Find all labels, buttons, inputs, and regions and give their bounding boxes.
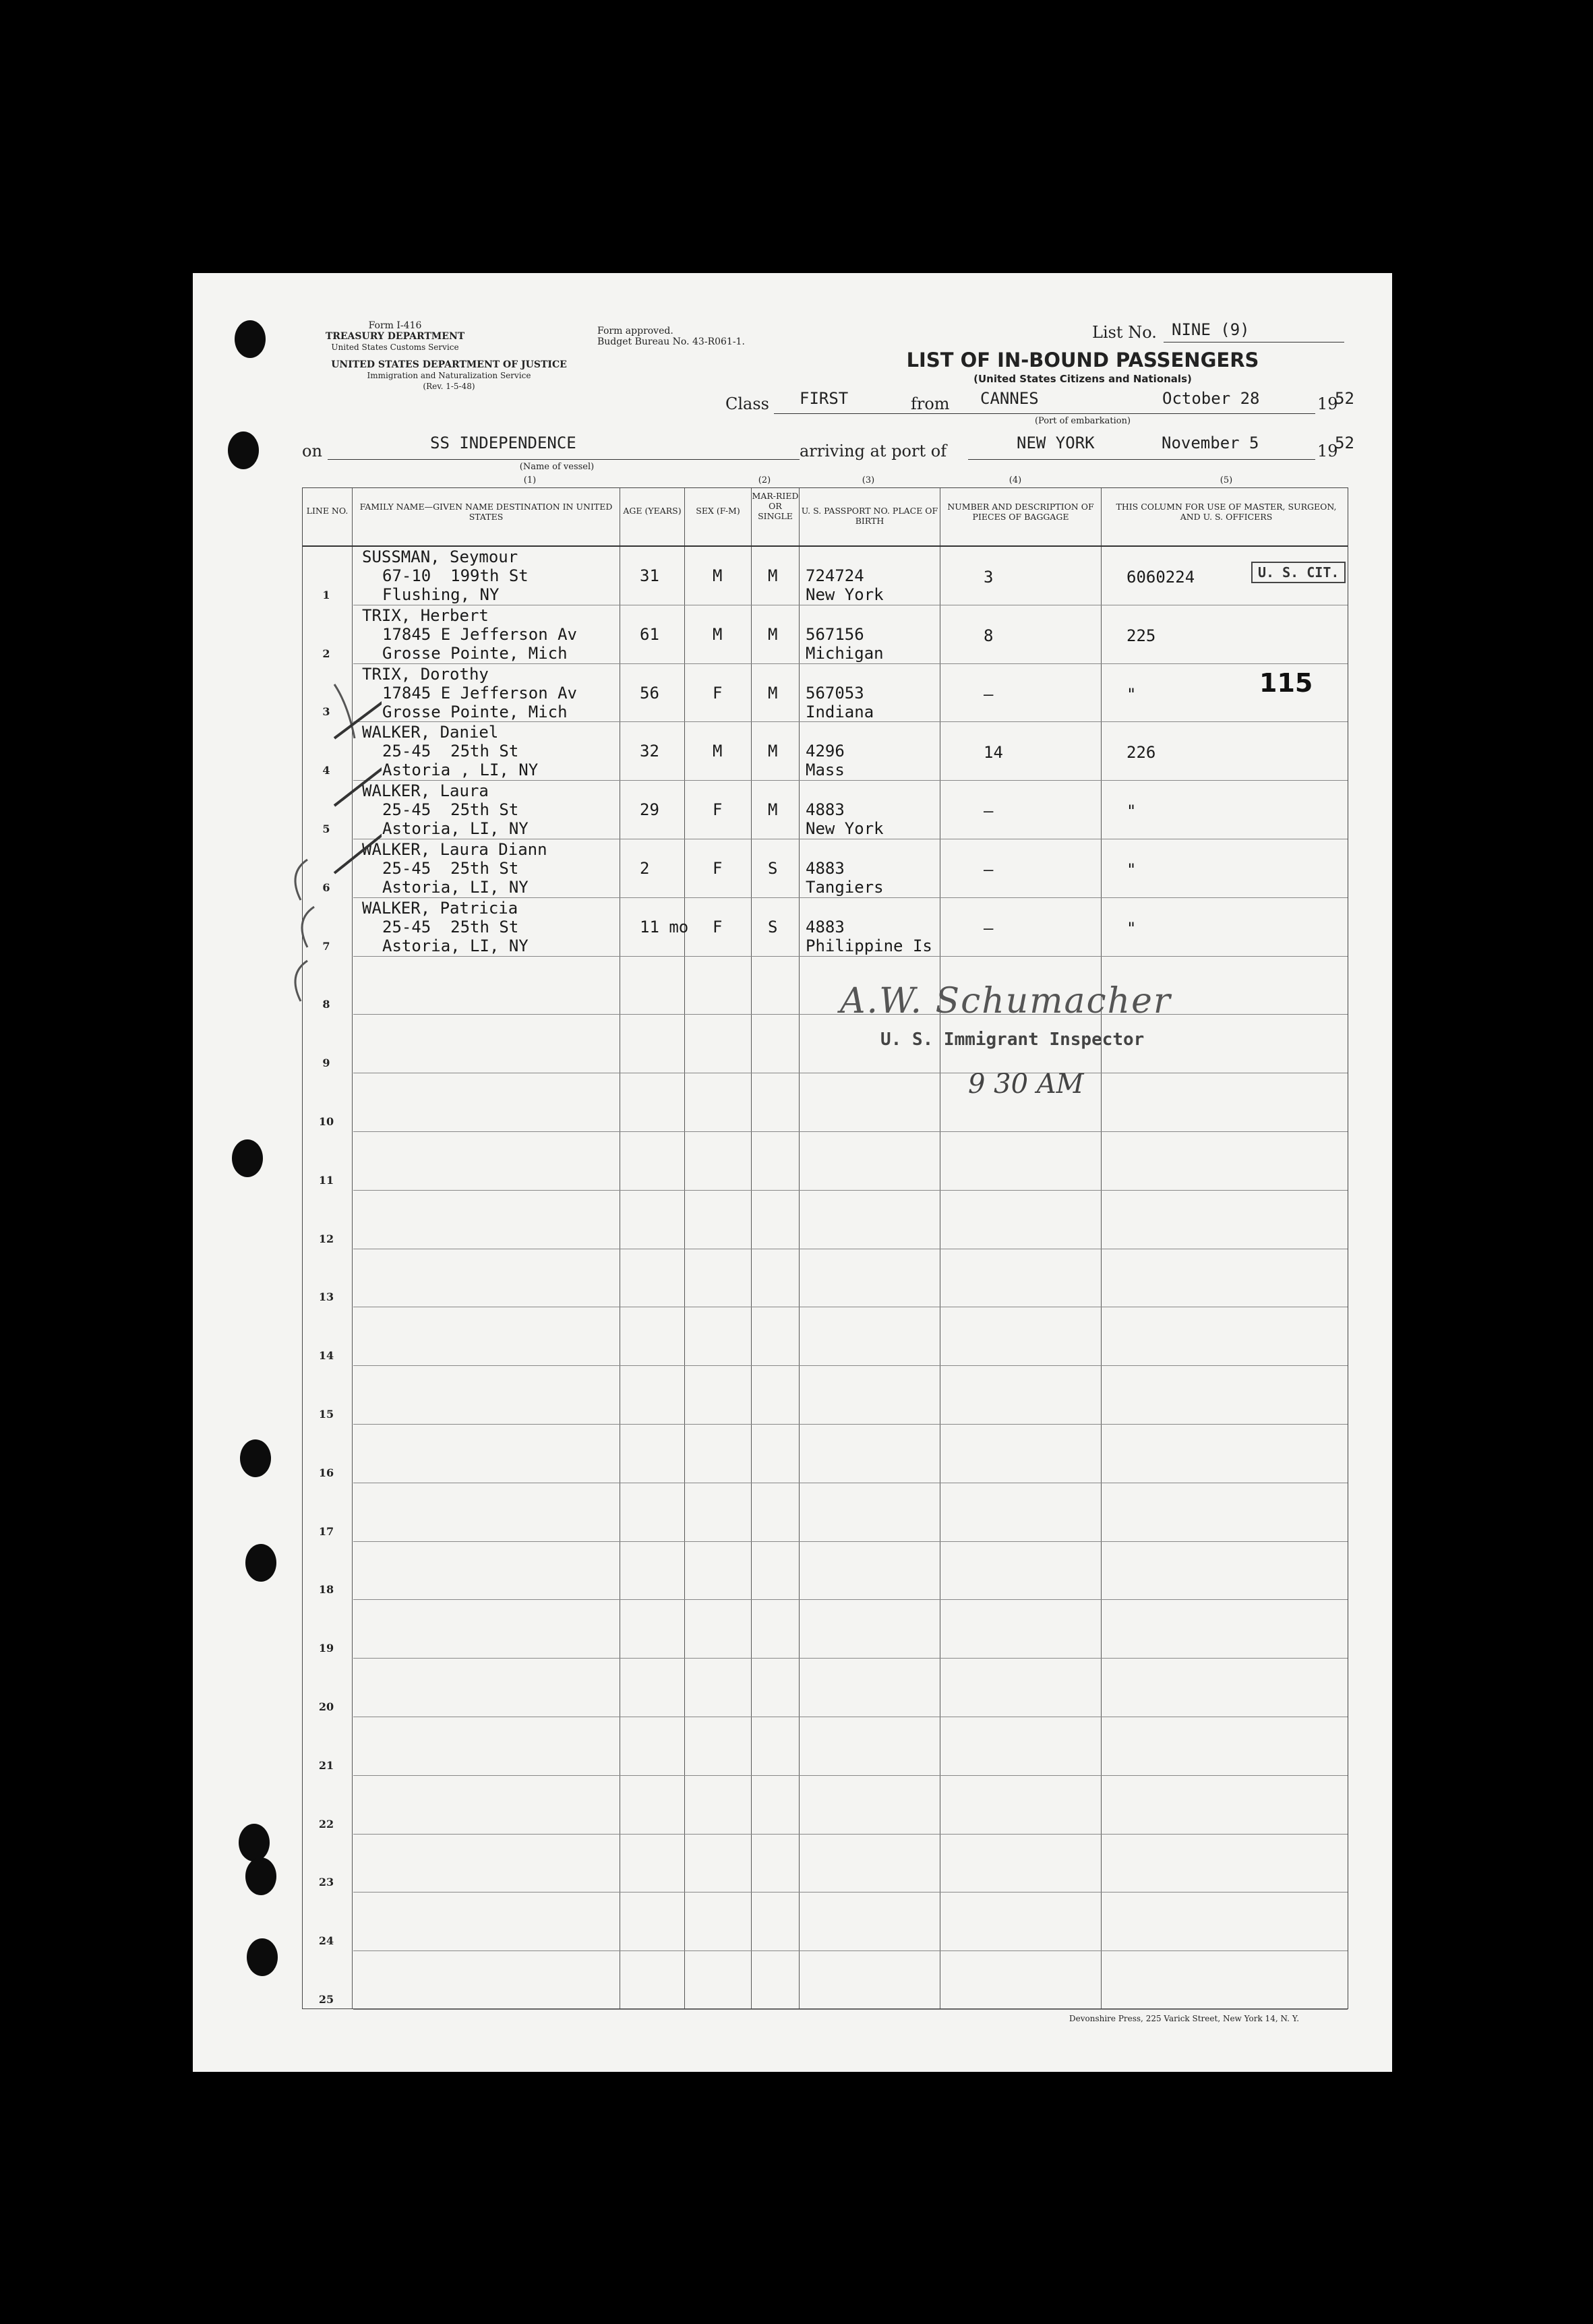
col-number: (1) xyxy=(523,475,537,485)
baggage-count: – xyxy=(984,684,994,704)
col-number: (5) xyxy=(1220,475,1233,485)
line-number: 15 xyxy=(318,1408,334,1421)
passenger-age: 29 xyxy=(640,800,659,820)
row-divider xyxy=(353,721,1348,722)
row-divider xyxy=(353,1424,1348,1425)
passenger-name: WALKER, Daniel xyxy=(362,723,499,742)
officer-note: 225 xyxy=(1126,626,1156,645)
marital-status: M xyxy=(768,800,778,820)
address-street: 17845 E Jefferson Av xyxy=(382,683,577,703)
date-underline xyxy=(1157,413,1315,414)
line-number: 5 xyxy=(322,823,330,835)
passenger-name: SUSSMAN, Seymour xyxy=(362,547,518,566)
manifest-page xyxy=(193,273,1392,2072)
col-header-married: MAR-RIED OR SINGLE xyxy=(752,491,799,521)
row-divider xyxy=(353,1892,1348,1893)
arrival-port: NEW YORK xyxy=(1017,434,1095,452)
passenger-name: WALKER, Laura xyxy=(362,781,489,801)
treasury-dept: TREASURY DEPARTMENT xyxy=(325,331,465,342)
baggage-count: 8 xyxy=(984,626,994,645)
line-number: 19 xyxy=(318,1642,334,1655)
line-number: 16 xyxy=(318,1466,334,1479)
passport-number: 4883 xyxy=(806,800,845,820)
signature: A.W. Schumacher xyxy=(840,981,1172,1021)
row-divider xyxy=(353,1541,1348,1542)
col-header-passport: U. S. PASSPORT NO. PLACE OF BIRTH xyxy=(801,506,938,526)
baggage-count: – xyxy=(984,860,994,879)
row-divider xyxy=(353,1775,1348,1776)
line-number: 22 xyxy=(318,1817,334,1830)
binder-hole xyxy=(239,1824,270,1861)
row-divider xyxy=(353,897,1348,898)
row-divider xyxy=(353,1658,1348,1659)
handwritten-time: 9 30 AM xyxy=(968,1069,1084,1100)
address-city: Astoria, LI, NY xyxy=(382,819,529,839)
baggage-count: 14 xyxy=(984,743,1003,763)
officer-note: 226 xyxy=(1126,743,1156,763)
line-number: 21 xyxy=(318,1758,334,1772)
line-number: 10 xyxy=(318,1115,334,1128)
address-street: 67-10 199th St xyxy=(382,566,529,585)
baggage-count: 3 xyxy=(984,568,994,587)
ins-service: Immigration and Naturalization Service xyxy=(367,371,531,380)
passenger-sex: F xyxy=(713,800,723,820)
address-street: 25-45 25th St xyxy=(382,859,519,878)
officer-note: " xyxy=(1126,860,1137,879)
class-value: FIRST xyxy=(800,389,849,408)
line-number: 3 xyxy=(322,705,330,719)
passenger-name: TRIX, Herbert xyxy=(362,605,489,625)
on-label: on xyxy=(302,442,322,460)
line-number: 11 xyxy=(318,1173,334,1187)
customs-service: United States Customs Service xyxy=(331,342,459,352)
address-city: Grosse Pointe, Mich xyxy=(382,702,568,721)
passenger-sex: F xyxy=(713,859,723,878)
line-number: 6 xyxy=(322,881,330,894)
passenger-age: 31 xyxy=(640,566,659,585)
passenger-age: 2 xyxy=(640,859,650,878)
passenger-table xyxy=(302,487,1348,2009)
col-number: (4) xyxy=(1009,475,1022,485)
line-number: 23 xyxy=(318,1876,334,1889)
passenger-sex: M xyxy=(713,624,723,644)
marital-status: S xyxy=(768,859,778,878)
place-of-birth: Mass xyxy=(806,761,845,780)
passenger-age: 56 xyxy=(640,683,659,703)
header-rule xyxy=(303,545,1348,547)
address-city: Astoria, LI, NY xyxy=(382,878,529,897)
line-number: 20 xyxy=(318,1700,334,1713)
line-number: 12 xyxy=(318,1232,334,1245)
marital-status: M xyxy=(768,624,778,644)
margin-bracket-marks xyxy=(233,671,382,1278)
row-divider xyxy=(353,956,1348,957)
line-number: 17 xyxy=(318,1524,334,1538)
list-no-label: List No. xyxy=(1092,323,1157,342)
line-number: 8 xyxy=(322,998,330,1011)
passenger-sex: F xyxy=(713,917,723,936)
binder-hole xyxy=(247,1938,278,1976)
vessel-caption: (Name of vessel) xyxy=(519,462,595,472)
form-revision: (Rev. 1-5-48) xyxy=(423,382,475,391)
line-number: 13 xyxy=(318,1290,334,1304)
place-of-birth: New York xyxy=(806,819,884,839)
year-prefix: 19 xyxy=(1317,394,1338,413)
col-number: (3) xyxy=(862,475,875,485)
place-of-birth: Philippine Is xyxy=(806,936,932,955)
col-header-age: AGE (YEARS) xyxy=(623,506,682,516)
marital-status: M xyxy=(768,742,778,761)
address-city: Astoria , LI, NY xyxy=(382,761,539,780)
class-label: Class xyxy=(725,394,769,413)
place-of-birth: Michigan xyxy=(806,643,884,663)
binder-hole xyxy=(228,431,259,469)
passport-number: 4883 xyxy=(806,917,845,936)
passenger-name: WALKER, Patricia xyxy=(362,898,518,918)
arriving-label: arriving at port of xyxy=(800,442,947,460)
page-subtitle: (United States Citizens and Nationals) xyxy=(973,373,1192,385)
passport-number: 4296 xyxy=(806,742,845,761)
row-divider xyxy=(353,2009,1348,2010)
row-divider xyxy=(353,780,1348,781)
year-prefix-2: 19 xyxy=(1317,442,1338,460)
budget-bureau: Budget Bureau No. 43-R061-1. xyxy=(597,336,745,347)
col-header-sex: SEX (F-M) xyxy=(696,506,740,516)
embarkation-port: CANNES xyxy=(980,389,1039,408)
vessel-name: SS INDEPENDENCE xyxy=(430,434,576,452)
address-city: Flushing, NY xyxy=(382,585,500,604)
officer-note: " xyxy=(1126,918,1137,938)
line-number: 2 xyxy=(322,647,330,660)
printer-credit: Devonshire Press, 225 Varick Street, New York 14, N. Y. xyxy=(1069,2014,1300,2023)
row-divider xyxy=(353,1834,1348,1835)
line-number: 24 xyxy=(318,1934,334,1948)
marital-status: M xyxy=(768,566,778,585)
passenger-name: WALKER, Laura Diann xyxy=(362,840,547,859)
line-number: 14 xyxy=(318,1349,334,1363)
passenger-age: 32 xyxy=(640,742,659,761)
form-number: Form I-416 xyxy=(368,320,422,331)
place-of-birth: Indiana xyxy=(806,702,874,721)
col-header-line: LINE NO. xyxy=(306,506,349,516)
line-number: 1 xyxy=(322,588,330,601)
row-divider xyxy=(353,1131,1348,1132)
baggage-count: – xyxy=(984,918,994,938)
binder-hole xyxy=(240,1439,271,1477)
row-divider xyxy=(353,1950,1348,1951)
port-caption: (Port of embarkation) xyxy=(1034,416,1131,426)
baggage-count: – xyxy=(984,802,994,821)
col-header-baggage: NUMBER AND DESCRIPTION OF PIECES OF BAGGAGE xyxy=(947,502,1094,522)
col-header-officers: THIS COLUMN FOR USE OF MASTER, SURGEON, AND U. S. OFFICERS xyxy=(1116,502,1337,522)
form-approved: Form approved. xyxy=(597,326,673,336)
row-divider xyxy=(353,663,1348,664)
passport-number: 567156 xyxy=(806,624,864,644)
address-street: 17845 E Jefferson Av xyxy=(382,624,577,644)
binder-hole xyxy=(235,320,266,358)
passenger-sex: F xyxy=(713,683,723,703)
list-no-value: NINE (9) xyxy=(1172,320,1250,339)
col-header-name: FAMILY NAME—GIVEN NAME DESTINATION IN UNITED STATES xyxy=(359,502,613,522)
binder-hole xyxy=(245,1857,276,1895)
passenger-name: TRIX, Dorothy xyxy=(362,664,489,684)
inspector-stamp: U. S. Immigrant Inspector xyxy=(880,1030,1145,1050)
row-divider xyxy=(353,1365,1348,1366)
passenger-sex: M xyxy=(713,742,723,761)
address-street: 25-45 25th St xyxy=(382,800,519,820)
justice-dept: UNITED STATES DEPARTMENT OF JUSTICE xyxy=(331,359,567,370)
line-number: 18 xyxy=(318,1583,334,1597)
line-number: 4 xyxy=(322,764,330,777)
address-street: 25-45 25th St xyxy=(382,742,519,761)
arrival-underline xyxy=(968,459,1315,460)
binder-hole xyxy=(245,1544,276,1582)
marital-status: S xyxy=(768,917,778,936)
departure-year: 52 xyxy=(1335,389,1354,408)
place-of-birth: Tangiers xyxy=(806,878,884,897)
passport-number: 4883 xyxy=(806,859,845,878)
row-divider xyxy=(353,1599,1348,1600)
arrival-year: 52 xyxy=(1335,434,1354,452)
address-city: Astoria, LI, NY xyxy=(382,936,529,955)
passport-number: 724724 xyxy=(806,566,864,585)
officer-note: 6060224 xyxy=(1126,568,1195,587)
passenger-sex: M xyxy=(713,566,723,585)
passport-number: 567053 xyxy=(806,683,864,703)
col-number: (2) xyxy=(758,475,771,485)
address-city: Grosse Pointe, Mich xyxy=(382,643,568,663)
officer-note: " xyxy=(1126,684,1137,704)
passenger-age: 61 xyxy=(640,624,659,644)
address-street: 25-45 25th St xyxy=(382,917,519,936)
row-divider xyxy=(353,1190,1348,1191)
passenger-age: 11 mo xyxy=(640,917,689,936)
from-label: from xyxy=(911,394,950,413)
place-of-birth: New York xyxy=(806,585,884,604)
departure-date: October 28 xyxy=(1162,389,1260,408)
arrival-date: November 5 xyxy=(1162,434,1259,452)
page-title: LIST OF IN-BOUND PASSENGERS xyxy=(906,349,1259,371)
line-number: 9 xyxy=(322,1056,330,1070)
line-number: 25 xyxy=(318,1993,334,2006)
us-citizen-stamp: U. S. CIT. xyxy=(1251,562,1346,583)
vessel-underline xyxy=(328,459,800,460)
line-number: 7 xyxy=(322,939,330,953)
handwritten-number: 115 xyxy=(1259,668,1313,698)
officer-note: " xyxy=(1126,802,1137,821)
marital-status: M xyxy=(768,683,778,703)
